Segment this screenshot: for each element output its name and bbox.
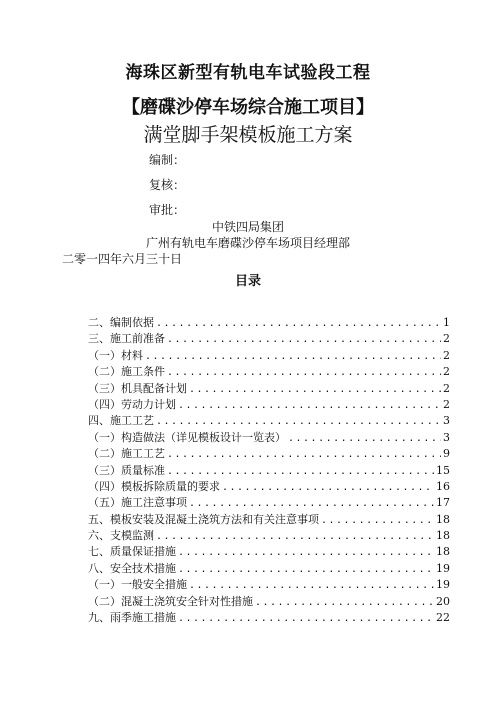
toc-dot-leader [167,447,441,463]
toc-entry-title: （一）材料 [88,348,143,362]
toc-entry[interactable] [88,479,450,495]
toc-dot-leader [156,414,441,430]
toc-entry-title: 六、支模监测 [88,529,154,543]
toc-dot-leader [156,316,441,332]
toc-entry[interactable] [88,397,450,413]
toc-entry-title: （三）机具配备计划 [88,381,187,395]
toc-entry-page: 2 [443,365,450,379]
toc-entry[interactable] [88,495,450,511]
toc-entry[interactable] [88,577,450,593]
toc-entry[interactable] [88,348,450,364]
toc-dot-leader [255,595,434,611]
toc-entry-title: （三）质量标准 [88,463,165,477]
toc-dot-leader [156,529,434,545]
toc-dot-leader [167,464,434,480]
toc-entry[interactable] [88,430,450,446]
toc-entry-page: 18 [436,512,450,526]
plan-title: 满堂脚手架模板施工方案 [143,124,353,146]
reviewed-by-label: 复核： [149,178,186,192]
toc-entry-page: 16 [436,479,450,493]
toc-entry-page: 9 [443,447,450,461]
toc-dot-leader [178,611,434,627]
toc-entry-page: 17 [436,496,450,510]
toc-dot-leader [178,562,434,578]
toc-entry-title: （二）施工条件 [88,365,165,379]
toc-entry-title: 七、质量保证措施 [88,545,176,559]
toc-entry-title: （一）一般安全措施 [88,578,187,592]
approved-by-label: 审批： [149,203,186,217]
project-title: 海珠区新型有轨电车试验段工程 [125,63,371,83]
toc-entry-page: 2 [443,397,450,411]
toc-entry-page: 1 [443,316,450,329]
toc-dot-leader [178,398,441,414]
toc-entry-page: 2 [443,381,450,395]
toc-entry-page: 20 [436,594,450,608]
toc-entry[interactable] [88,446,450,462]
toc-entry[interactable] [88,331,450,347]
toc-dot-leader [145,349,441,365]
toc-entry-title: 四、施工工艺 [88,414,154,428]
toc-entry-page: 19 [436,561,450,575]
toc-entry-page: 19 [436,578,450,592]
project-subtitle: 【磨碟沙停车场综合施工项目】 [122,97,374,118]
toc-dot-leader [167,365,441,381]
toc-entry[interactable] [88,610,450,626]
toc-entry-title: （四）模板拆除质量的要求 [88,479,220,493]
toc-entry-title: （四）劳动力计划 [88,397,176,411]
department-name: 广州有轨电车磨碟沙停车场项目经理部 [145,236,350,250]
toc-entry-page: 3 [443,414,450,428]
toc-heading: 目录 [234,274,261,289]
toc-entry[interactable] [88,381,450,397]
toc-entry[interactable] [88,594,450,610]
toc-dot-leader [189,496,434,512]
toc-dot-leader [222,480,434,496]
toc-entry-page: 22 [436,611,450,625]
toc-entry-page: 2 [443,332,450,346]
toc-entry[interactable] [88,413,450,429]
toc-entry-title: （一）构造做法（详见模板设计一览表） [88,430,286,444]
toc-entry[interactable] [88,315,450,331]
toc-entry-page: 3 [443,430,450,444]
toc-entry-title: 八、安全技术措施 [88,561,176,575]
toc-entry-title: （二）混凝土浇筑安全针对性措施 [88,594,253,608]
document-date: 二零一四年六月三十日 [62,252,183,266]
toc-entry[interactable] [88,561,450,577]
toc-dot-leader [321,513,434,529]
toc-entry-page: 2 [443,348,450,362]
toc-entry-title: （五）施工注意事项 [88,496,187,510]
toc-entry-title: 二、编制依据 [88,316,154,329]
toc-dot-leader [189,578,434,594]
toc-entry[interactable] [88,528,450,544]
toc-entry[interactable] [88,364,450,380]
toc-entry-title: 五、模板安装及混凝土浇筑方法和有关注意事项 [88,512,319,526]
toc-dot-leader [167,332,441,348]
organization-name: 中铁四局集团 [211,220,284,234]
toc-entry-title: （二）施工工艺 [88,447,165,461]
toc-dot-leader [288,431,441,447]
toc-entry[interactable] [88,512,450,528]
prepared-by-label: 编制： [149,153,186,167]
toc-entry[interactable] [88,463,450,479]
toc-entry-page: 15 [436,463,450,477]
toc-entry-page: 18 [436,529,450,543]
table-of-contents [88,315,450,626]
toc-entry-title: 三、施工前准备 [88,332,165,346]
toc-entry[interactable] [88,544,450,560]
toc-dot-leader [189,382,441,398]
toc-entry-title: 九、雨季施工措施 [88,611,176,625]
toc-dot-leader [178,545,434,561]
toc-entry-page: 18 [436,545,450,559]
